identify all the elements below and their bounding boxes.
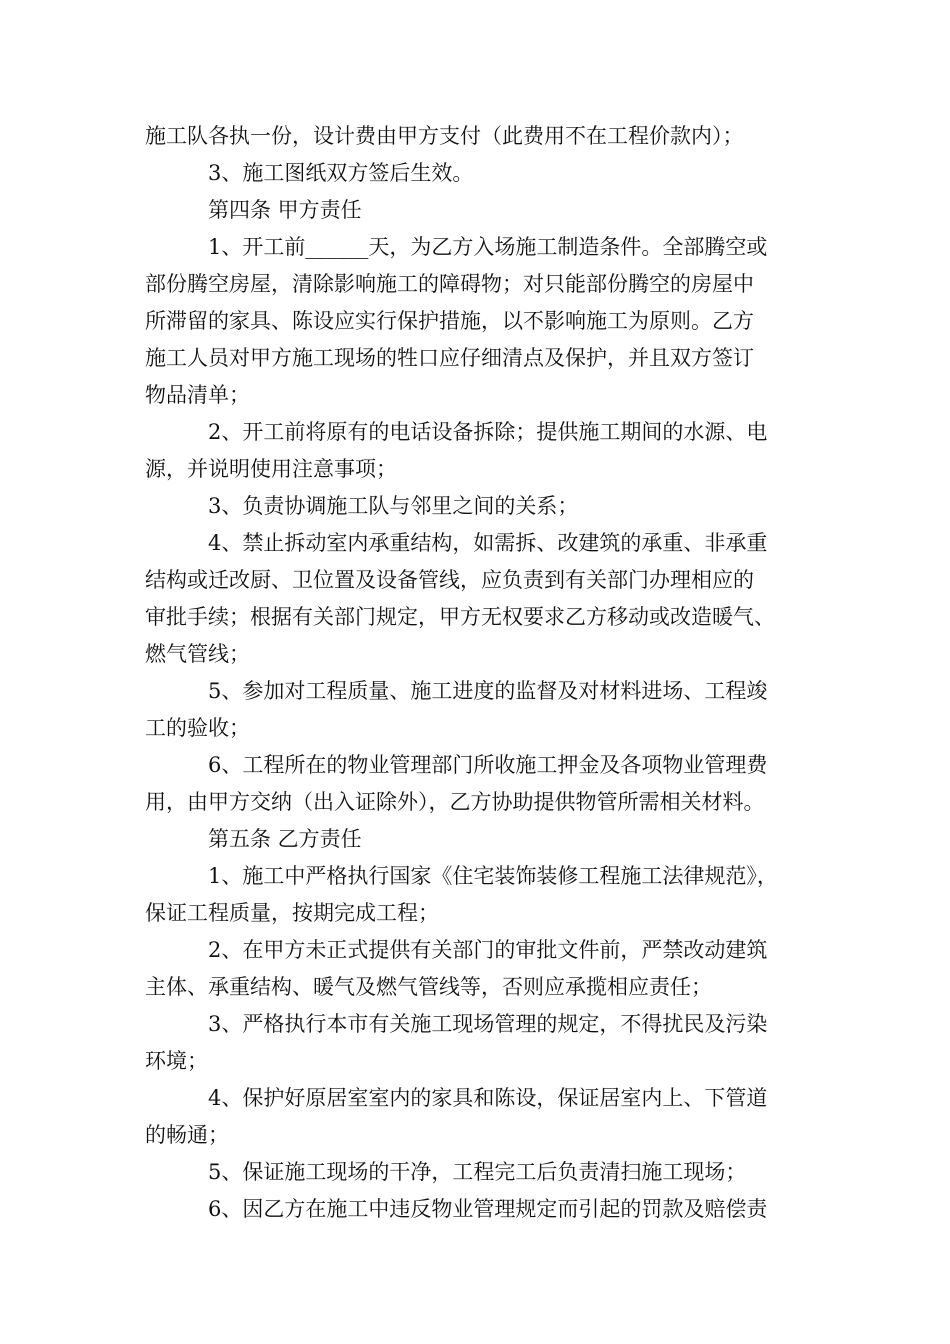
section-heading: 第五条 乙方责任: [208, 827, 362, 851]
text-line: 物品清单；: [145, 383, 250, 407]
text-line: 5、保证施工现场的干净，工程完工后负责清扫施工现场；: [208, 1160, 747, 1184]
text-line: 施工队各执一份，设计费由甲方支付（此费用不在工程价款内）；: [145, 124, 744, 148]
text-line: 3、施工图纸双方签后生效。: [208, 161, 474, 185]
text-line: 2、在甲方未正式提供有关部门的审批文件前，严禁改动建筑: [208, 938, 768, 962]
text-line: 3、负责协调施工队与邻里之间的关系；: [208, 494, 579, 518]
text-line: 结构或迁改厨、卫位置及设备管线，应负责到有关部门办理相应的: [145, 568, 754, 592]
text-line: 部份腾空房屋，清除影响施工的障碍物；对只能部份腾空的房屋中: [145, 272, 754, 296]
text-line: 4、保护好原居室室内的家具和陈设，保证居室内上、下管道: [208, 1086, 768, 1110]
text-line: 2、开工前将原有的电话设备拆除；提供施工期间的水源、电: [208, 420, 768, 444]
text-line: 所滞留的家具、陈设应实行保护措施，以不影响施工为原则。乙方: [145, 309, 754, 333]
text-line: 1、开工前______天，为乙方入场施工制造条件。全部腾空或: [208, 235, 768, 259]
text-line: 1、施工中严格执行国家《住宅装饰装修工程施工法律规范》，: [208, 864, 778, 888]
text-line: 施工人员对甲方施工现场的牲口应仔细清点及保护，并且双方签订: [145, 346, 754, 370]
text-line: 环境；: [145, 1049, 208, 1073]
document-body: [145, 118, 825, 1228]
text-line: 主体、承重结构、暖气及燃气管线等，否则应承揽相应责任；: [145, 975, 712, 999]
text-line: 5、参加对工程质量、施工进度的监督及对材料进场、工程竣: [208, 679, 768, 703]
section-heading: 第四条 甲方责任: [208, 198, 362, 222]
text-line: 源，并说明使用注意事项；: [145, 457, 397, 481]
text-line: 6、工程所在的物业管理部门所收施工押金及各项物业管理费: [208, 753, 768, 777]
text-line: 保证工程质量，按期完成工程；: [145, 901, 439, 925]
text-line: 用，由甲方交纳（出入证除外），乙方协助提供物管所需相关材料。: [145, 790, 765, 814]
text-line: 工的验收；: [145, 716, 250, 740]
text-line: 6、因乙方在施工中违反物业管理规定而引起的罚款及赔偿责: [208, 1197, 768, 1221]
text-line: 3、严格执行本市有关施工现场管理的规定，不得扰民及污染: [208, 1012, 768, 1036]
text-line: 燃气管线；: [145, 642, 250, 666]
text-line: 4、禁止拆动室内承重结构，如需拆、改建筑的承重、非承重: [208, 531, 768, 555]
text-line: 的畅通；: [145, 1123, 229, 1147]
text-line: 审批手续；根据有关部门规定，甲方无权要求乙方移动或改造暖气、: [145, 605, 775, 629]
